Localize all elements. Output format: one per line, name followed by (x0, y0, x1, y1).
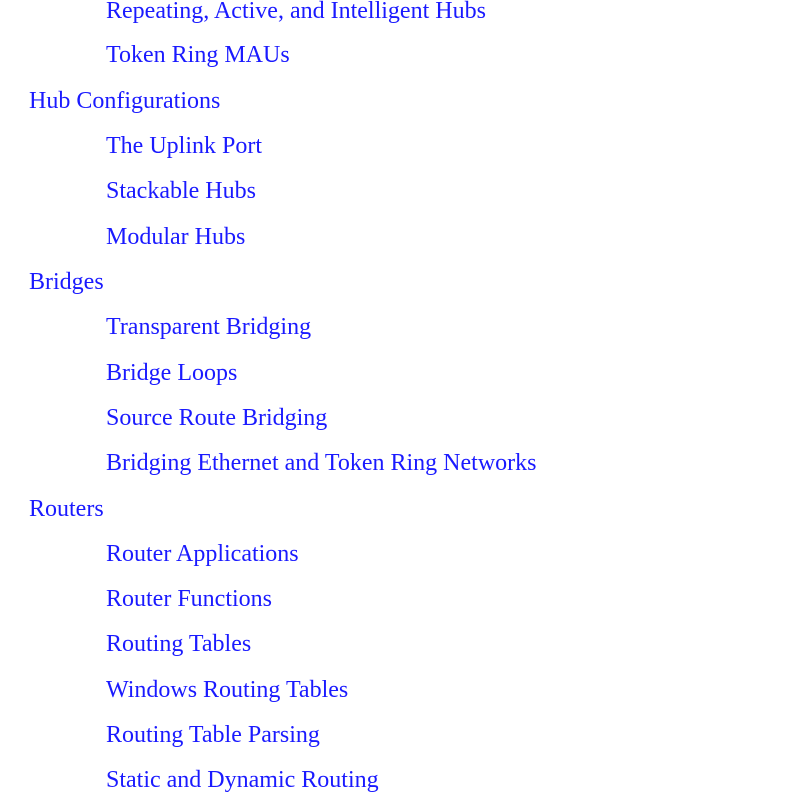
toc-link-transparent-bridging[interactable]: Transparent Bridging (106, 314, 312, 340)
toc-link-static-dynamic-routing[interactable]: Static and Dynamic Routing (106, 767, 379, 793)
toc-link-router-applications[interactable]: Router Applications (106, 541, 299, 567)
toc-link-routing-tables[interactable]: Routing Tables (106, 631, 252, 657)
toc-link-windows-routing-tables[interactable]: Windows Routing Tables (106, 677, 349, 703)
toc-link-source-route-bridging[interactable]: Source Route Bridging (106, 405, 328, 431)
toc-link-repeating-active-intelligent-hubs[interactable]: Repeating, Active, and Intelligent Hubs (106, 0, 486, 24)
toc-link-routers[interactable]: Routers (29, 496, 104, 522)
toc-link-stackable-hubs[interactable]: Stackable Hubs (106, 178, 256, 204)
toc-link-token-ring-maus[interactable]: Token Ring MAUs (106, 42, 290, 68)
toc-link-hub-configurations[interactable]: Hub Configurations (29, 88, 221, 114)
toc-link-bridging-ethernet-token-ring[interactable]: Bridging Ethernet and Token Ring Networks (106, 450, 537, 476)
toc-link-the-uplink-port[interactable]: The Uplink Port (106, 133, 262, 159)
toc-link-modular-hubs[interactable]: Modular Hubs (106, 224, 246, 250)
toc-link-bridge-loops[interactable]: Bridge Loops (106, 360, 238, 386)
toc-link-bridges[interactable]: Bridges (29, 269, 104, 295)
toc-link-routing-table-parsing[interactable]: Routing Table Parsing (106, 722, 320, 748)
toc-link-router-functions[interactable]: Router Functions (106, 586, 272, 612)
